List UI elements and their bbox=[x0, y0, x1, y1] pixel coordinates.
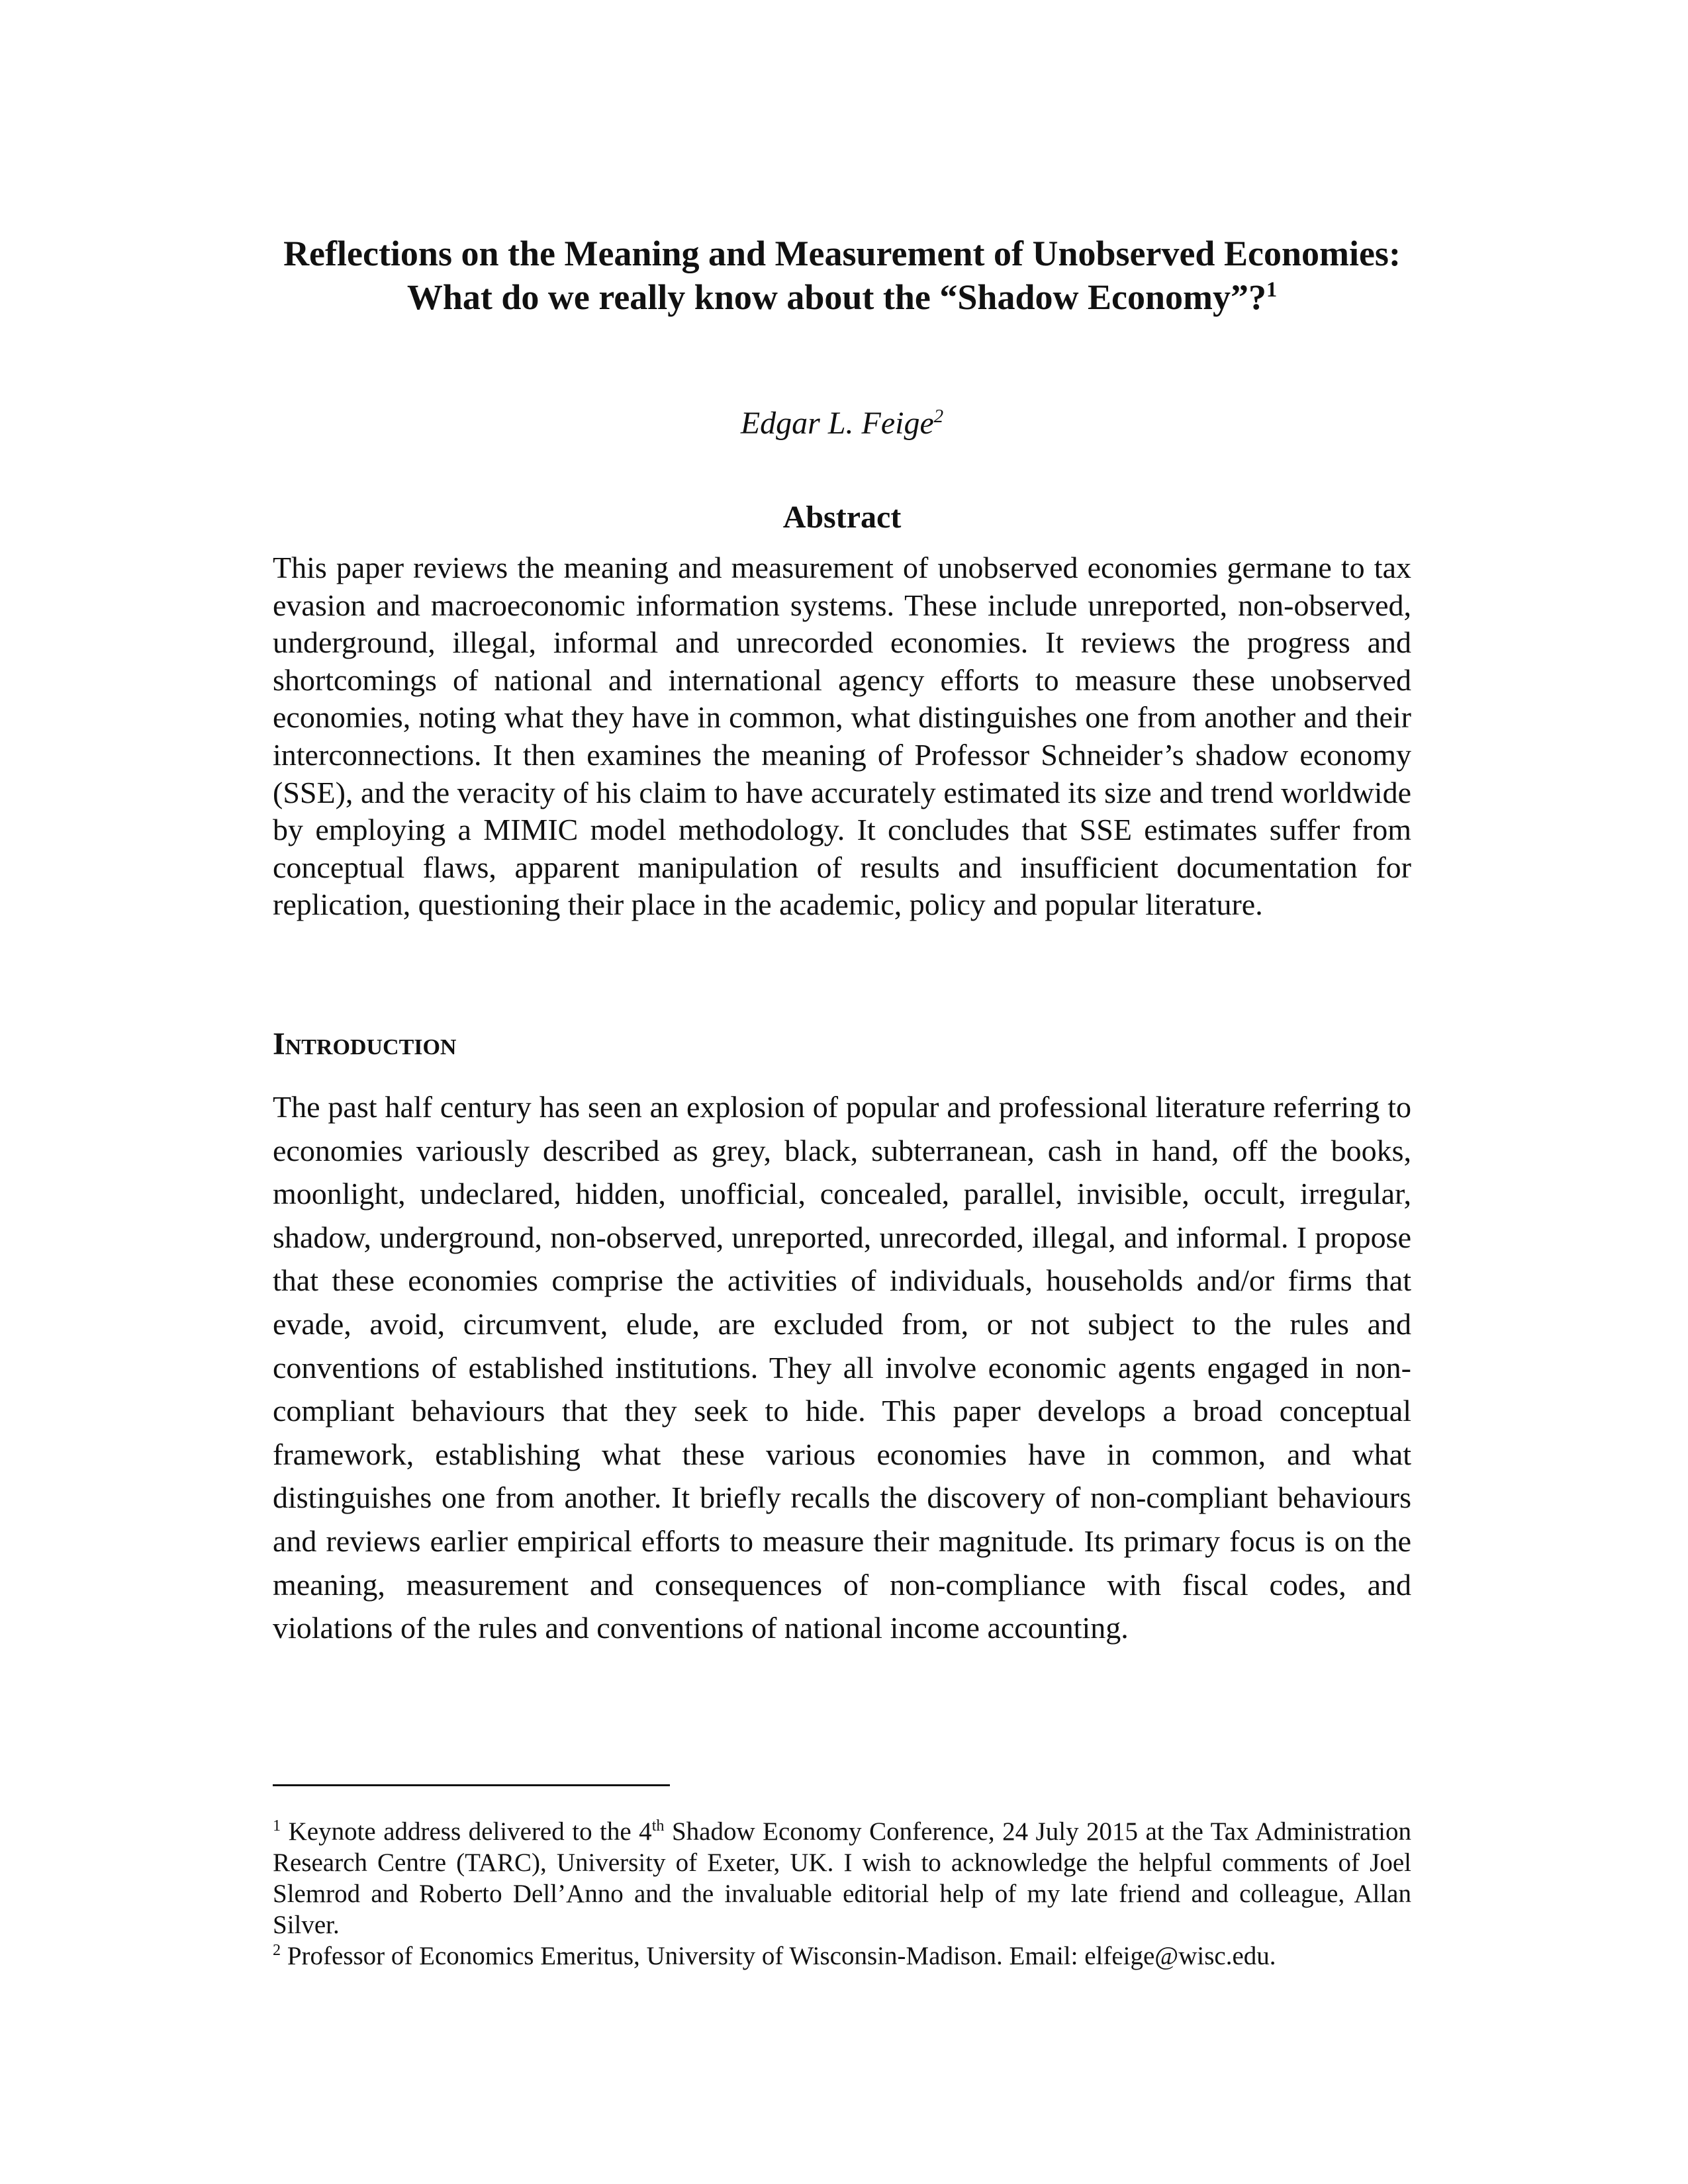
paper-title-text: Reflections on the Meaning and Measurement of Unobserved Economies: What do we really know about the “Shadow Economy”? bbox=[283, 234, 1401, 317]
footnote-2 bbox=[273, 1940, 1411, 1972]
abstract-heading: Abstract bbox=[782, 500, 902, 535]
author-footnote-marker: 2 bbox=[933, 406, 944, 427]
footnote-1-marker: 1 bbox=[273, 1817, 281, 1835]
title-footnote-marker: 1 bbox=[1266, 278, 1278, 302]
introduction-body: The past half century has seen an explosion of popular and professional literature referring to economies variously described as grey, black, subterranean, cash in hand, off the books, moonlight, undeclared, hidden, unofficial, concealed, parallel, invisible, occult, irregular, shadow, underground, non-observed, unreported, unrecorded, illegal, and informal. I propose that these economies comprise the activities of individuals, households and/or firms that evade, avoid, circumvent, elude, are excluded from, or not subject to the rules and conventions of established institutions. They all involve economic agents engaged in non-compliant behaviours that they seek to hide. This paper develops a broad conceptual framework, establishing what these various economies have in common, and what distinguishes one from another. It briefly recalls the discovery of non-compliant behaviours and reviews earlier empirical efforts to measure their magnitude. Its primary focus is on the meaning, measurement and consequences of non-compliance with fiscal codes, and violations of the rules and conventions of national income accounting. bbox=[273, 1090, 1411, 1645]
author-name: Edgar L. Feige bbox=[740, 406, 934, 441]
footnote-separator bbox=[273, 1784, 670, 1786]
footnote-1 bbox=[273, 1816, 1411, 1940]
footnote-1-ordinal: th bbox=[651, 1817, 665, 1835]
author-byline bbox=[273, 404, 1411, 443]
footnote-1-text-end: Shadow Economy Conference, 24 July 2015 at the Tax Administration Research Centre (TARC), University of Exeter, UK. I wish to acknowledge the helpful comments of Joel Slemrod and Roberto Dell’Anno and the invaluable editorial help of my late friend and colleague, Allan Silver. bbox=[273, 1817, 1412, 1939]
footnote-1-text-start: Keynote address delivered to the 4 bbox=[288, 1817, 652, 1846]
footnotes bbox=[273, 1816, 1411, 1972]
introduction-heading: Introduction bbox=[273, 1026, 457, 1062]
paper-title bbox=[273, 232, 1411, 319]
abstract-body: This paper reviews the meaning and measurement of unobserved economies germane to tax evasion and macroeconomic information systems. These include unreported, non-observed, underground, illegal, informal and unrecorded economies. It reviews the progress and shortcomings of national and international agency efforts to measure these unobserved economies, noting what they have in common, what distinguishes one from another and their interconnections. It then examines the meaning of Professor Schneider’s shadow economy (SSE), and the veracity of his claim to have accurately estimated its size and trend worldwide by employing a MIMIC model methodology. It concludes that SSE estimates suffer from conceptual flaws, apparent manipulation of results and insufficient documentation for replication, questioning their place in the academic, policy and popular literature. bbox=[273, 551, 1411, 922]
footnote-2-text: Professor of Economics Emeritus, University of Wisconsin-Madison. Email: elfeige@wisc.edu. bbox=[287, 1942, 1276, 1970]
footnote-2-marker: 2 bbox=[273, 1941, 281, 1959]
